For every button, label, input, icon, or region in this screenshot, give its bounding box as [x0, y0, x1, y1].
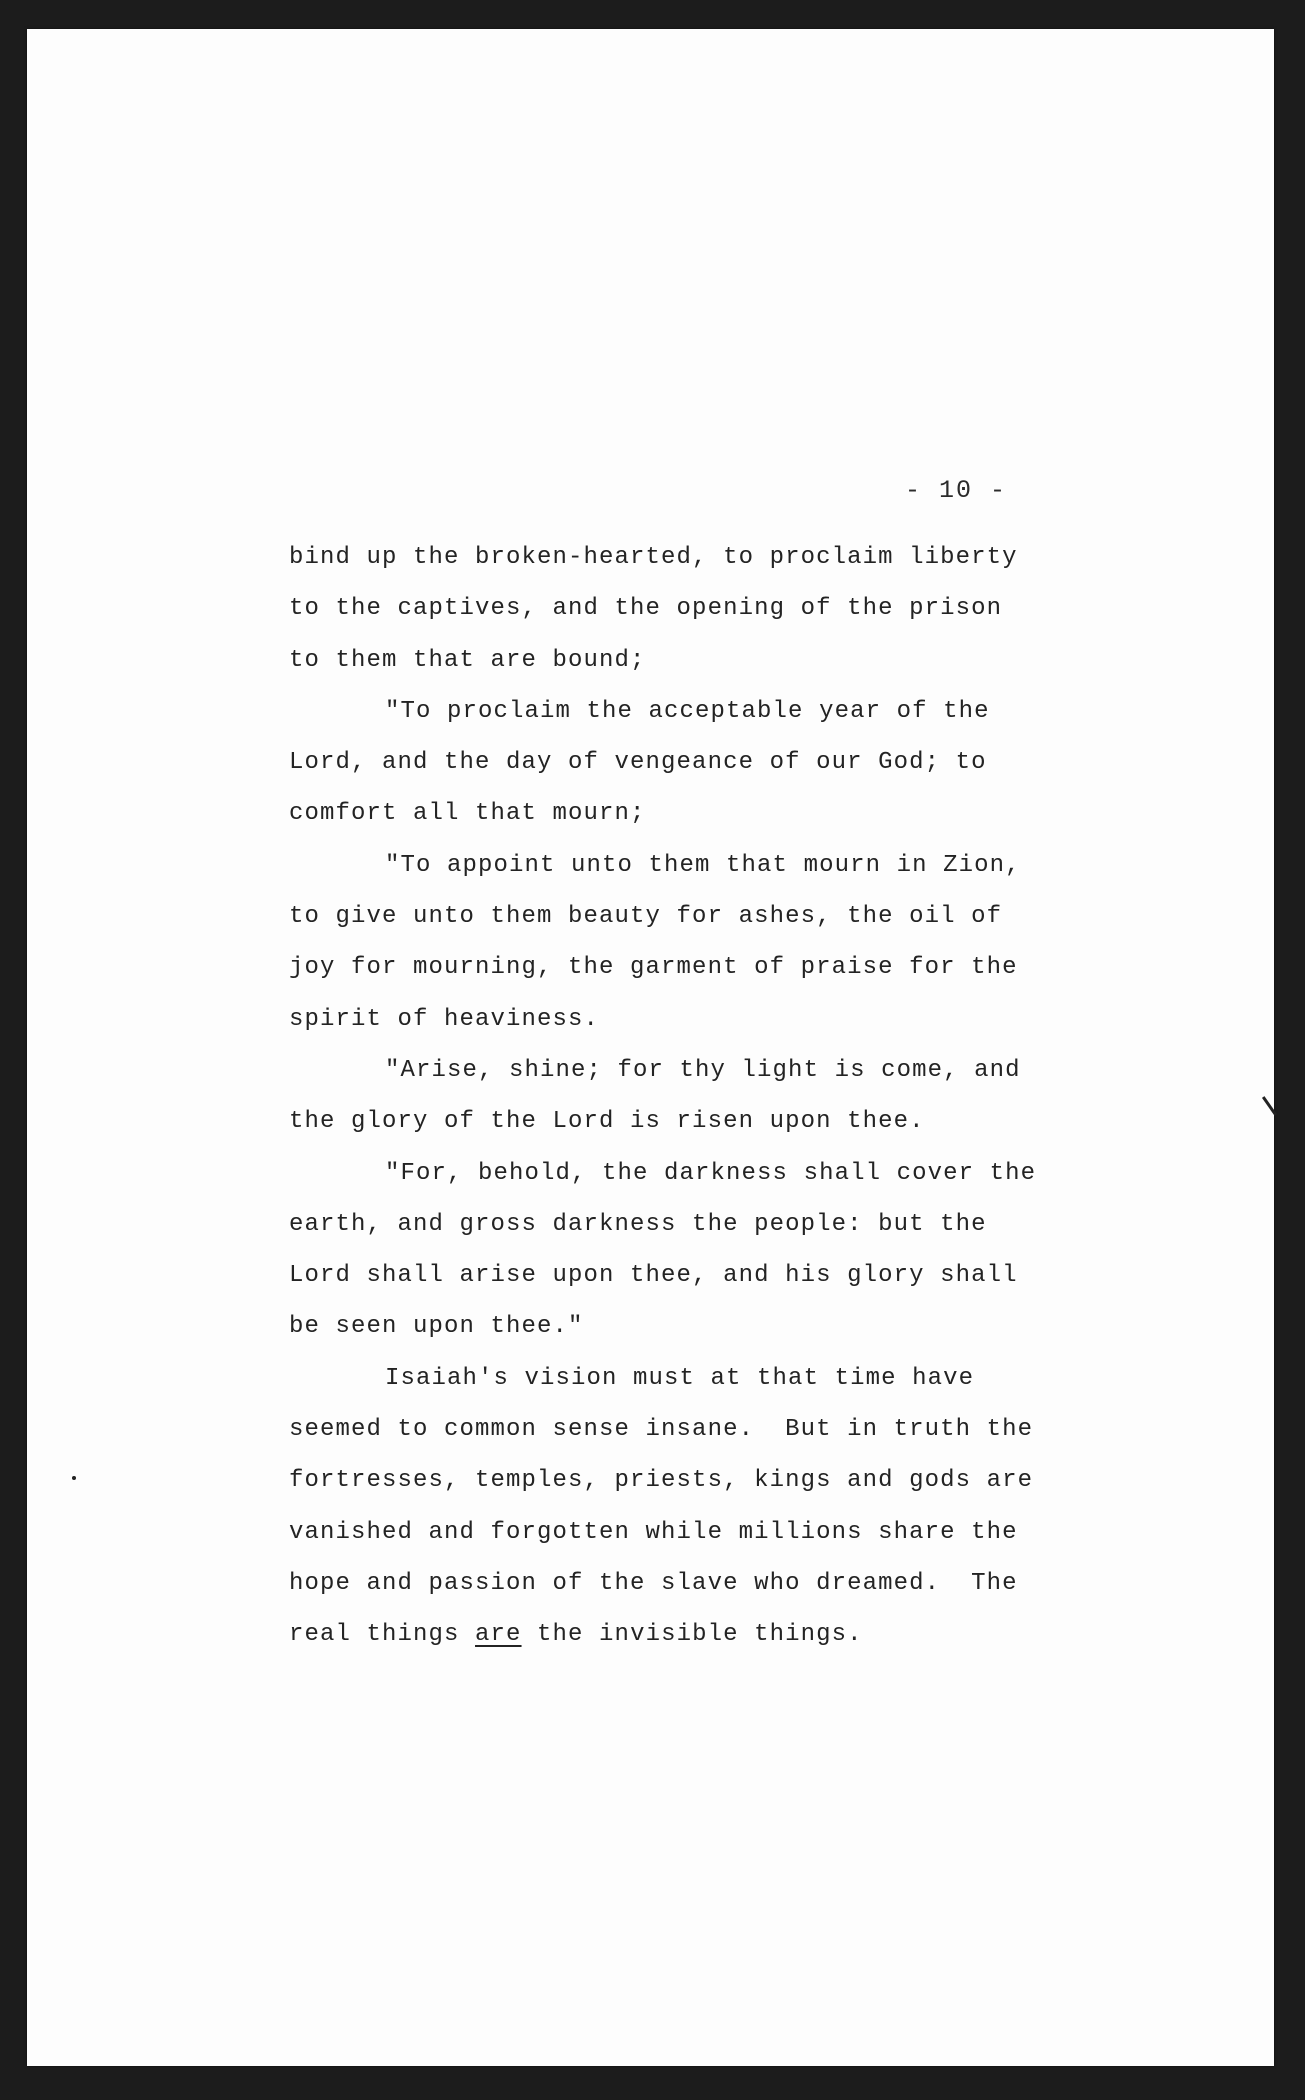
text-line: Lord, and the day of vengeance of our God; to	[289, 749, 987, 777]
last-line-start: real things	[289, 1621, 476, 1649]
text-line: spirit of heaviness.	[289, 1005, 600, 1033]
text-line: to them that are bound;	[289, 646, 646, 674]
text-line-last	[289, 1609, 1089, 1660]
text-line: bind up the broken-hearted, to proclaim liberty	[289, 544, 1018, 571]
text-line: seemed to common sense insane. But in truth the	[289, 1416, 1034, 1444]
text-line: vanished and forgotten while millions share the	[289, 1518, 1018, 1546]
text-line: "For, behold, the darkness shall cover the	[385, 1159, 1037, 1187]
text-line: "To proclaim the acceptable year of the	[385, 697, 990, 725]
text-line: hope and passion of the slave who dreamed. The	[289, 1569, 1018, 1597]
page-number: - 10 -	[905, 476, 1008, 505]
text-line: to give unto them beauty for ashes, the oil of	[289, 903, 1003, 931]
text-line: to the captives, and the opening of the prison	[289, 595, 1003, 623]
text-line: comfort all that mourn;	[289, 800, 646, 828]
text-line: fortresses, temples, priests, kings and gods are	[289, 1467, 1034, 1495]
text-line: Isaiah's vision must at that time have	[385, 1364, 975, 1392]
underlined-word: are	[475, 1621, 522, 1649]
body-text	[289, 532, 1089, 1661]
text-line: "To appoint unto them that mourn in Zion,	[385, 851, 1021, 879]
text-line: Lord shall arise upon thee, and his glory shall	[289, 1262, 1018, 1290]
last-line-end: the invisible things.	[521, 1621, 863, 1649]
text-line: joy for mourning, the garment of praise for the	[289, 954, 1018, 982]
text-line: be seen upon thee."	[289, 1313, 584, 1341]
scan-speck	[72, 1476, 76, 1480]
document-page	[27, 29, 1274, 2066]
text-line: "Arise, shine; for thy light is come, and	[385, 1056, 1021, 1084]
text-line: the glory of the Lord is risen upon thee.	[289, 1108, 925, 1136]
text-line: earth, and gross darkness the people: but the	[289, 1210, 987, 1238]
